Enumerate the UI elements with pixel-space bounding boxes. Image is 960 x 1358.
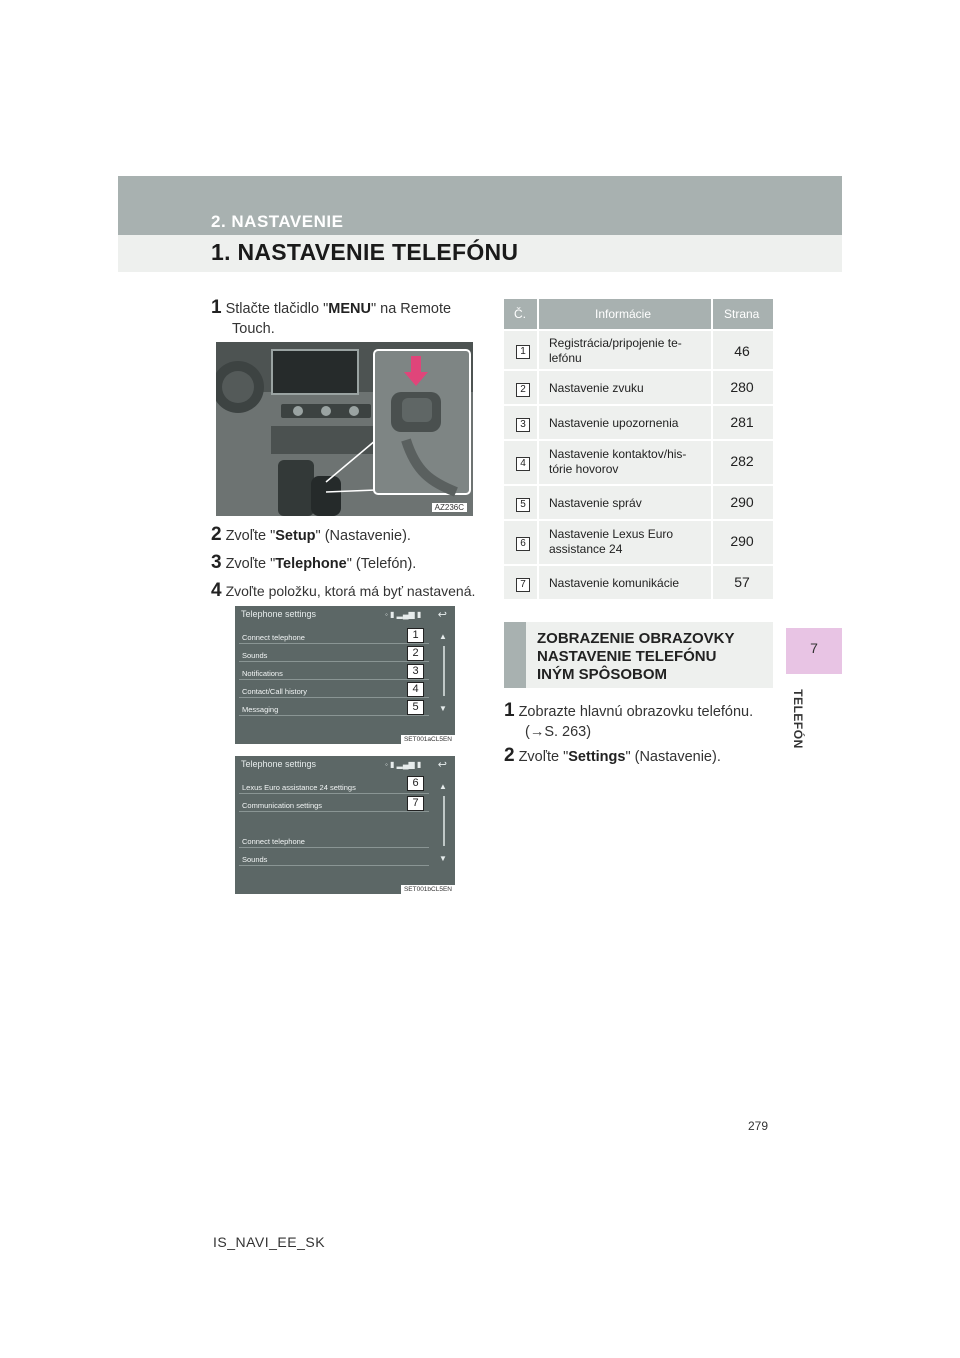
step-keyword: Telephone [275,556,347,572]
row-info: Nastavenie Lexus Euro assistance 24 [549,527,674,556]
row-info: Nastavenie správ [549,496,642,510]
step-text: Zobrazte hlavnú obrazovku telefónu. [518,704,754,720]
chapter-number: 7 [810,640,818,656]
step-keyword: Settings [568,749,626,765]
step-text: Zvoľte položku, ktorá má byť nastavená. [225,583,476,599]
row-page: 282 [730,453,754,469]
list-item[interactable]: Communication settings [239,798,429,812]
step-keyword: MENU [328,301,371,317]
scroll-down-icon[interactable]: ▼ [439,854,447,863]
row-info: Registrácia/pripojenie te- lefónu [549,336,682,365]
subheading-box [504,622,773,688]
row-page: 57 [734,574,750,590]
page-number: 279 [748,1119,769,1133]
figure-code: SET001bCL5EN [401,885,455,894]
list-item[interactable]: Sounds [239,852,429,866]
step-text: Zvoľte " [225,528,276,544]
step-3-left [211,553,481,574]
chapter-label-text: TELEFÓN [790,689,805,749]
step-number: 4 [211,580,222,601]
row-number: 3 [516,418,530,432]
row-info: Nastavenie kontaktov/his- tórie hovorov [549,447,687,476]
row-page: 46 [734,343,750,359]
step-text: " (Nastavenie). [315,528,411,544]
table-row [504,484,773,519]
back-icon[interactable]: ↩ [437,759,447,771]
table-row [504,369,773,404]
car-interior-illustration [216,342,473,516]
list-item[interactable]: Notifications [239,666,429,680]
page-title: 1. NASTAVENIE TELEFÓNU [211,239,519,265]
back-icon[interactable]: ↩ [437,609,447,621]
subheading-text: ZOBRAZENIE OBRAZOVKY NASTAVENIE TELEFÓNU INÝM SPÔSOBOM [537,630,735,683]
scroll-up-icon[interactable]: ▲ [439,632,447,641]
step-text-line2: (→S. 263) [525,724,592,740]
row-info: Nastavenie komunikácie [549,576,680,590]
row-page: 280 [730,379,754,395]
step-number: 3 [211,552,222,573]
list-item[interactable]: Connect telephone [239,630,429,644]
document-code: IS_NAVI_EE_SK [213,1234,326,1250]
table-row [504,404,773,439]
table-header [504,299,773,329]
row-number: 2 [516,383,530,397]
section-heading: 2. NASTAVENIE [211,212,344,231]
step-number: 2 [504,745,515,766]
scroll-down-icon[interactable]: ▼ [439,704,447,713]
subheading-bar [504,622,526,688]
table-row [504,519,773,564]
step-1-right [504,701,776,742]
row-page: 290 [730,494,754,510]
step-text: " na Remote [370,301,452,317]
scrollbar[interactable] [443,796,445,846]
callout-1: 1 [407,628,424,643]
step-2-left [211,525,481,546]
callout-3: 3 [407,664,424,679]
step-text: " (Nastavenie). [625,749,721,765]
chapter-label [782,690,814,750]
step-number: 1 [504,700,515,721]
step-number: 1 [211,297,222,318]
callout-4: 4 [407,682,424,697]
remote-touch-photo [216,342,473,516]
row-number: 6 [516,537,530,551]
settings-table [504,299,773,599]
table-row [504,564,773,599]
step-2-right [504,746,776,767]
row-number: 7 [516,578,530,592]
table-row [504,329,773,369]
step-4-left [211,581,486,601]
row-page: 290 [730,533,754,549]
callout-5: 5 [407,700,424,715]
figure-code: AZ236C [432,503,467,512]
row-page: 281 [730,414,754,430]
list-item[interactable]: Connect telephone [239,834,429,848]
chapter-tab [786,628,842,674]
screen-title: Telephone settings [241,609,317,619]
row-number: 5 [516,498,530,512]
list-item[interactable]: Messaging [239,702,429,716]
list-item[interactable]: Sounds [239,648,429,662]
column-header: Strana [724,307,760,321]
table-row [504,439,773,484]
row-info: Nastavenie zvuku [549,381,644,395]
callout-2: 2 [407,646,424,661]
step-number: 2 [211,524,222,545]
row-number: 4 [516,457,530,471]
scrollbar[interactable] [443,646,445,696]
step-text-line2: Touch. [232,321,275,337]
column-header: Informácie [595,307,652,321]
status-icons: ◦ ▮ ▂▄▆ ▮ [385,610,422,619]
step-text: " (Telefón). [346,556,417,572]
list-item[interactable]: Lexus Euro assistance 24 settings [239,780,429,794]
step-text: Zvoľte " [225,556,276,572]
column-header: Č. [514,307,526,321]
list-item[interactable]: Contact/Call history [239,684,429,698]
callout-6: 6 [407,776,424,791]
figure-code: SET001aCL5EN [401,735,455,744]
step-text: Zvoľte " [518,749,569,765]
status-icons: ◦ ▮ ▂▄▆ ▮ [385,760,422,769]
row-number: 1 [516,345,530,359]
screen-title: Telephone settings [241,759,317,769]
callout-7: 7 [407,796,424,811]
row-info: Nastavenie upozornenia [549,416,679,430]
step-text: Stlačte tlačidlo " [225,301,329,317]
step-keyword: Setup [275,528,316,544]
scroll-up-icon[interactable]: ▲ [439,782,447,791]
step-1-left [211,298,481,339]
